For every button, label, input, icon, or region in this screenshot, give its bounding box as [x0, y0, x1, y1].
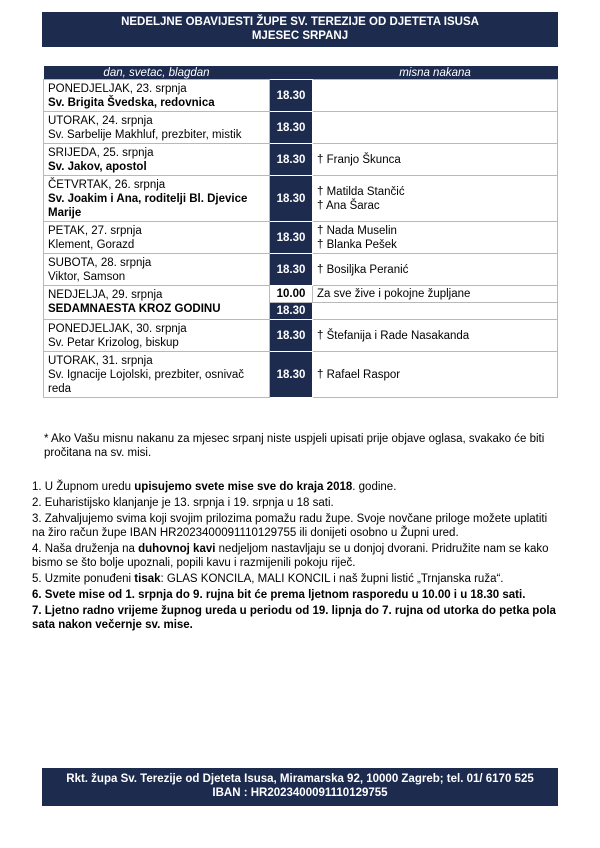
intent-label: † Franjo Škunca [317, 153, 401, 166]
schedule-body-a [44, 80, 558, 286]
table-row [44, 144, 558, 176]
day-label: NEDJELJA, 29. srpnja [48, 289, 163, 301]
announcement-emphasis: duhovnoj kavi [138, 543, 216, 555]
intent-label: † Bosiljka Peranić [317, 263, 409, 276]
saint-label: Sv. Ignacije Lojolski, prezbiter, osnivač reda [48, 369, 245, 395]
intent-cell [313, 320, 558, 352]
intent-cell [313, 254, 558, 286]
day-cell [44, 286, 270, 320]
footer-iban: IBAN : HR2023400091110129755 [212, 787, 388, 799]
intent-label: † Nada Muselin [317, 224, 397, 237]
announcement-2: 2. Euharistijsko klanjanje je 13. srpnja i 19. srpnja u 18 sati. [32, 497, 334, 509]
header-banner [42, 12, 558, 47]
column-header-day: dan, svetac, blagdan [44, 66, 270, 80]
announcement-1 [32, 480, 562, 494]
day-label: PONEDJELJAK, 30. srpnja [48, 323, 187, 335]
day-cell [44, 222, 270, 254]
day-label: UTORAK, 24. srpnja [48, 115, 153, 127]
announcement-3: 3. Zahvaljujemo svima koji svojim prilozima pomažu radu župe. Svoje novčane priloge možete uplatiti na žiro račun župe IBAN HR2023400091110129755 ili donijeti osobno u Župni ured. [32, 513, 548, 539]
time-cell: 18.30 [270, 80, 313, 112]
intent-label: † Štefanija i Rade Nasakanda [317, 329, 470, 342]
time-cell: 18.30 [270, 254, 313, 286]
footer-banner [42, 768, 558, 806]
saint-label: Sv. Jakov, apostol [48, 161, 147, 173]
time-cell: 10.00 [270, 286, 313, 303]
mass-schedule-table [43, 66, 558, 398]
intent-cell [313, 144, 558, 176]
announcement-text: nedjeljom nastavljaju se u donjoj dvorani. Pridružite nam se kako bismo se što bolje upoznali, popili kavu i razmijenili pokoju riječ. [32, 543, 549, 569]
announcement-4 [32, 542, 562, 570]
table-row [44, 112, 558, 144]
column-header-intent: misna nakana [313, 66, 558, 80]
saint-label: Sv. Sarbelije Makhluf, prezbiter, mistik [48, 129, 242, 141]
intent-cell [313, 352, 558, 398]
day-cell [44, 254, 270, 286]
header-title: NEDELJNE OBAVIJESTI ŽUPE SV. TEREZIJE OD DJETETA ISUSA [121, 16, 479, 28]
table-header-row [44, 66, 558, 80]
announcement-5 [32, 572, 562, 586]
announcements [32, 480, 562, 634]
schedule-body-sunday [44, 286, 558, 320]
header-subtitle: MJESEC SRPANJ [251, 30, 349, 42]
day-cell [44, 112, 270, 144]
schedule-body-b [44, 320, 558, 398]
table-row [44, 254, 558, 286]
saint-label: Viktor, Samson [48, 271, 126, 283]
day-label: PETAK, 27. srpnja [48, 225, 142, 237]
time-cell: 18.30 [270, 320, 313, 352]
announcement-text: 4. Naša druženja na [32, 543, 139, 555]
announcement-text: . godine. [352, 481, 397, 493]
time-cell: 18.30 [270, 176, 313, 222]
intent-cell [313, 286, 558, 303]
announcement-emphasis: tisak [134, 573, 161, 585]
table-row [44, 80, 558, 112]
announcement-6: 6. Svete mise od 1. srpnja do 9. rujna bit će prema ljetnom rasporedu u 10.00 i u 18.30 sati. [32, 589, 526, 601]
intent-label: † Ana Šarac [317, 199, 380, 212]
time-cell: 18.30 [270, 112, 313, 144]
saint-label: Sv. Joakim i Ana, roditelji Bl. Djevice Marije [48, 193, 248, 219]
time-cell: 18.30 [270, 352, 313, 398]
day-label: SUBOTA, 28. srpnja [48, 257, 152, 269]
table-row [44, 320, 558, 352]
announcement-emphasis: upisujemo svete mise sve do kraja 2018 [134, 481, 353, 493]
announcement-text: 1. U Župnom uredu [32, 481, 135, 493]
column-header-time [270, 66, 313, 80]
intent-cell [313, 303, 558, 320]
day-cell [44, 144, 270, 176]
day-label: ČETVRTAK, 26. srpnja [48, 179, 166, 191]
time-cell: 18.30 [270, 144, 313, 176]
day-cell [44, 176, 270, 222]
day-cell [44, 320, 270, 352]
announcement-7: 7. Ljetno radno vrijeme župnog ureda u periodu od 19. lipnja do 7. rujna od utorka do petka pola sata nakon večernje sv. mise. [32, 605, 556, 631]
intent-cell [313, 80, 558, 112]
table-row [44, 222, 558, 254]
table-row [44, 286, 558, 303]
intent-cell [313, 222, 558, 254]
saint-label: Sv. Petar Krizolog, biskup [48, 337, 179, 349]
saint-label: SEDAMNAESTA KROZ GODINU [48, 303, 221, 315]
intent-cell [313, 112, 558, 144]
footer-address: Rkt. župa Sv. Terezije od Djeteta Isusa, Miramarska 92, 10000 Zagreb; tel. 01/ 6170 525 [66, 773, 534, 785]
intent-label: † Blanka Pešek [317, 238, 397, 251]
announcement-text: : GLAS KONCILA, MALI KONCIL i naš župni listić „Trnjanska ruža“. [160, 573, 504, 585]
saint-label: Klement, Gorazd [48, 239, 135, 251]
table-row [44, 176, 558, 222]
day-cell [44, 352, 270, 398]
day-cell [44, 80, 270, 112]
day-label: PONEDJELJAK, 23. srpnja [48, 83, 187, 95]
intent-label: Za sve žive i pokojne župljane [317, 288, 471, 300]
announcement-text: 5. Uzmite ponuđeni [32, 573, 135, 585]
table-row [44, 352, 558, 398]
intent-label: † Matilda Stančić [317, 185, 405, 198]
intent-label: † Rafael Raspor [317, 368, 401, 381]
time-cell: 18.30 [270, 222, 313, 254]
day-label: UTORAK, 31. srpnja [48, 355, 153, 367]
time-cell: 18.30 [270, 303, 313, 320]
day-label: SRIJEDA, 25. srpnja [48, 147, 154, 159]
intent-cell [313, 176, 558, 222]
saint-label: Sv. Brigita Švedska, redovnica [48, 97, 215, 109]
footnote: * Ako Vašu misnu nakanu za mjesec srpanj niste uspjeli upisati prije objave oglasa, svakako će biti pročitana na sv. misi. [44, 433, 545, 459]
